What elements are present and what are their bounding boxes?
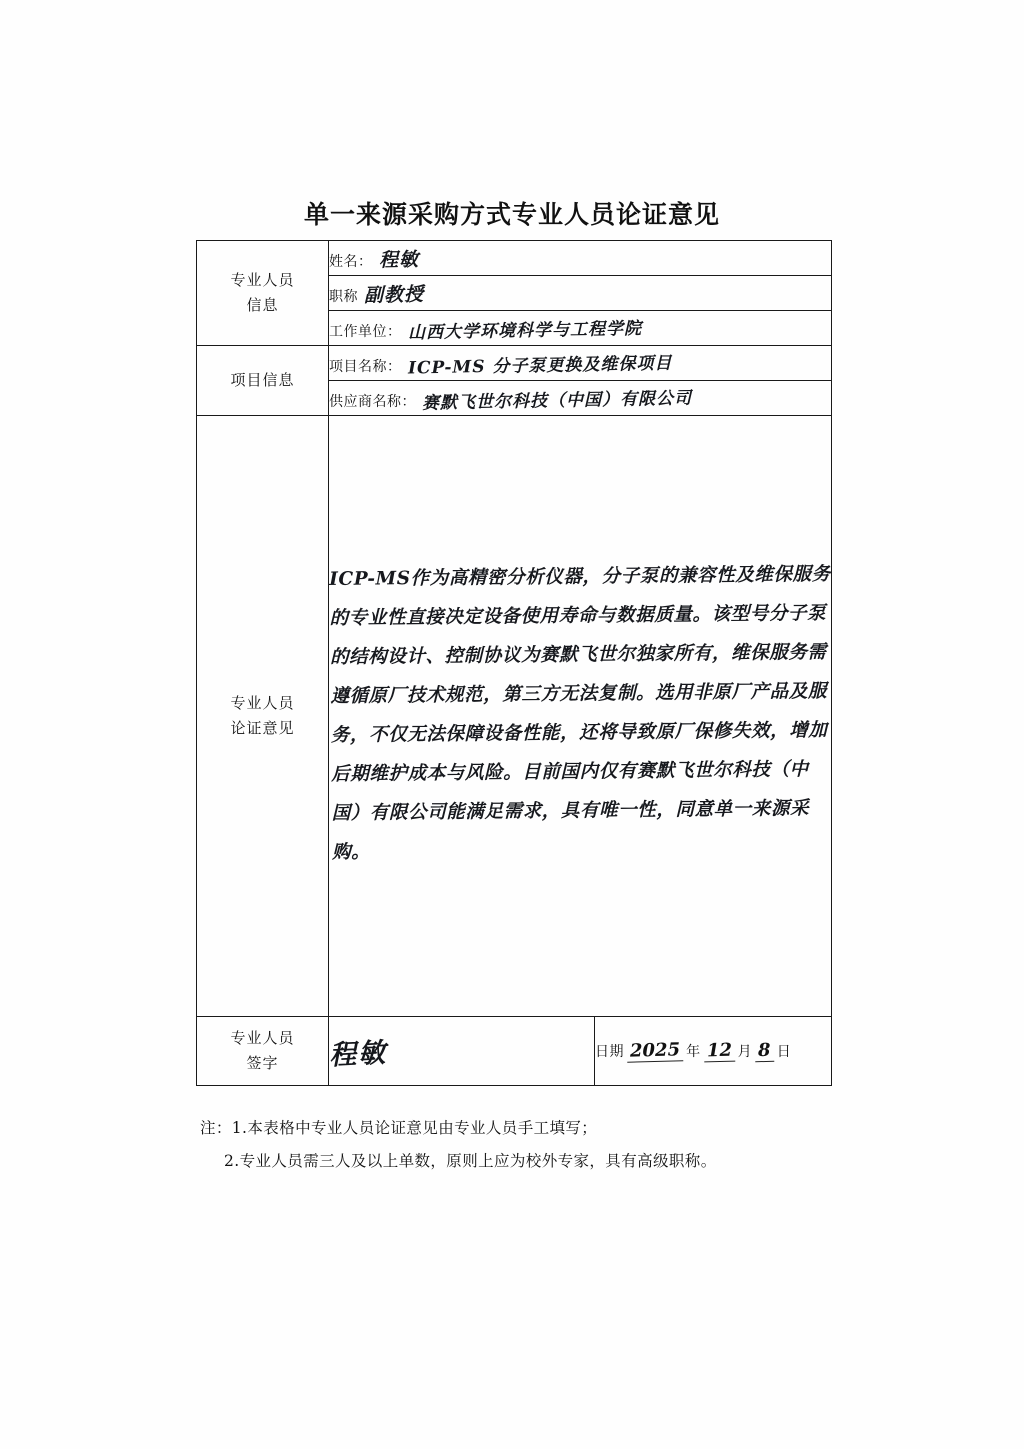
project-name-label: 项目名称： <box>329 358 402 375</box>
job-title-value: 副教授 <box>363 282 425 307</box>
note-line-1: 注：1.本表格中专业人员论证意见由专业人员手工填写； <box>200 1119 598 1137</box>
work-unit-value: 山西大学环境科学与工程学院 <box>407 318 642 343</box>
date-month-value: 12 <box>703 1040 735 1063</box>
project-info-label: 项目信息 <box>197 346 329 416</box>
note-line-2: 2.专业人员需三人及以上单数，原则上应为校外专家，具有高级职称。 <box>224 1151 717 1170</box>
table-row-opinion <box>197 416 832 1017</box>
date-label: 日期 <box>595 1044 624 1060</box>
supplier-value: 赛默飞世尔科技（中国）有限公司 <box>421 387 693 414</box>
date-day-unit: 日 <box>776 1044 792 1060</box>
name-label: 姓名： <box>329 253 373 270</box>
expert-info-label: 专业人员 信息 <box>197 241 329 346</box>
table-row-name <box>197 241 832 276</box>
work-unit-label: 工作单位： <box>329 323 402 340</box>
signature-field[interactable] <box>329 1017 595 1086</box>
opinion-content-cell[interactable] <box>329 416 832 1017</box>
page-title: 单一来源采购方式专业人员论证意见 <box>303 200 720 229</box>
date-year-unit: 年 <box>686 1044 701 1060</box>
procurement-form-table <box>196 240 832 1086</box>
date-month-unit: 月 <box>737 1044 753 1060</box>
signature-value: 程敏 <box>328 1036 388 1071</box>
job-title-label: 职称 <box>329 288 358 305</box>
form-notes <box>200 1112 900 1177</box>
work-unit-field[interactable] <box>329 311 832 346</box>
opinion-label: 专业人员 论证意见 <box>197 416 329 1017</box>
project-name-field[interactable] <box>329 346 832 381</box>
job-title-field[interactable] <box>329 276 832 311</box>
supplier-label: 供应商名称： <box>329 393 416 410</box>
opinion-handwritten-text: ICP-MS作为高精密分析仪器，分子泵的兼容性及维保服务的专业性直接决定设备使用寿命与数据质量。该型号分子泵的结构设计、控制协议为赛默飞世尔独家所有，维保服务需遵循原厂技术规范，第三方无法复制。选用非原厂产品及服务，不仅无法保障设备性能，还将导致原厂保修失效，增加后期维护成本与风险。目前国内仅有赛默飞世尔科技（中国）有限公司能满足需求，具有唯一性，同意单一来源采购。 <box>329 563 831 863</box>
date-field[interactable] <box>595 1017 832 1086</box>
table-row-signature <box>197 1017 832 1086</box>
name-field[interactable] <box>329 241 832 276</box>
table-row-project-name <box>197 346 832 381</box>
project-name-value: ICP-MS 分子泵更换及维保项目 <box>407 352 673 379</box>
name-value: 程敏 <box>378 248 419 271</box>
date-year-value: 2025 <box>627 1039 684 1062</box>
supplier-field[interactable] <box>329 381 832 416</box>
date-day-value: 8 <box>755 1040 774 1062</box>
signature-label: 专业人员 签字 <box>197 1017 329 1086</box>
